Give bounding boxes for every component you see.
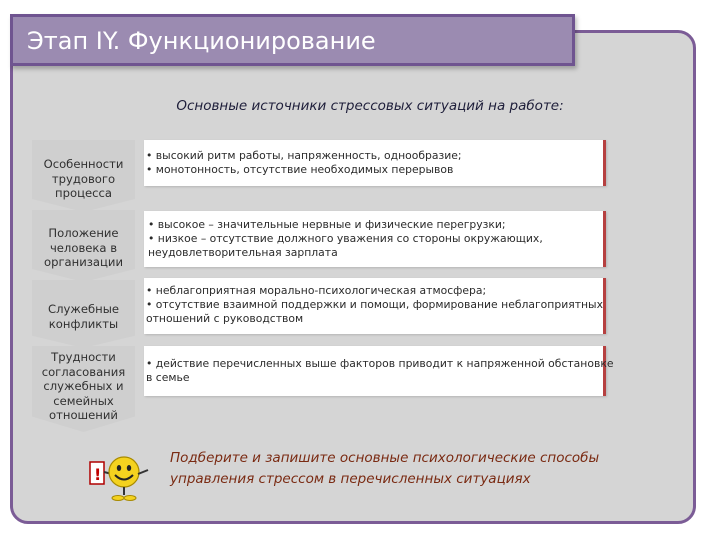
detail-bullet: неудовлетворительная зарплата: [148, 246, 338, 259]
category-label-line: процесса: [55, 186, 112, 200]
detail-bullet: отношений с руководством: [146, 312, 304, 325]
detail-row-family: [144, 346, 606, 396]
category-label: [32, 302, 135, 331]
slide-title: Этап IY. Функционирование: [27, 27, 376, 55]
detail-bullet: • отсутствие взаимной поддержки и помощи, формирование неблагоприятных: [146, 298, 603, 311]
category-label-line: Трудности: [51, 350, 116, 364]
title-bar: [10, 14, 575, 66]
category-label-line: Положение: [48, 226, 119, 240]
task-instruction-line-1: Подберите и запишите основные психологические способы: [170, 450, 600, 466]
category-label: [32, 157, 135, 201]
detail-bullet: • монотонность, отсутствие необходимых перерывов: [146, 163, 454, 176]
category-label-line: трудового: [51, 171, 116, 186]
detail-bullet: в семье: [146, 371, 190, 384]
detail-bullet: • неблагоприятная морально-психологическая атмосфера;: [146, 284, 487, 297]
category-label: [32, 226, 135, 270]
detail-bullet: • действие перечисленных выше факторов приводит к напряженной обстановке: [146, 357, 614, 370]
svg-text:!: !: [94, 465, 102, 484]
category-label-line: конфликты: [48, 316, 119, 331]
detail-bullet: • низкое – отсутствие должного уважения со стороны окружающих,: [148, 232, 543, 245]
category-label-line: организации: [44, 255, 123, 269]
category-label-line: человека в: [49, 240, 118, 255]
category-label-line: Особенности: [43, 157, 124, 171]
smiley-exclamation-icon: [88, 450, 160, 502]
category-label-line: отношений: [49, 408, 118, 422]
category-label-line: Служебные: [48, 302, 119, 316]
category-label-line: согласования: [41, 364, 126, 379]
detail-bullet: • высокий ритм работы, напряженность, однообразие;: [146, 149, 462, 162]
detail-bullet: • высокое – значительные нервные и физические перегрузки;: [148, 218, 506, 231]
category-label: [32, 350, 135, 423]
category-label-line: семейных: [53, 393, 114, 408]
task-instruction-line-2: управления стрессом в перечисленных ситуациях: [170, 471, 531, 487]
slide-subtitle: Основные источники стрессовых ситуаций на работе:: [176, 98, 564, 114]
category-label-line: служебных и: [43, 379, 124, 393]
